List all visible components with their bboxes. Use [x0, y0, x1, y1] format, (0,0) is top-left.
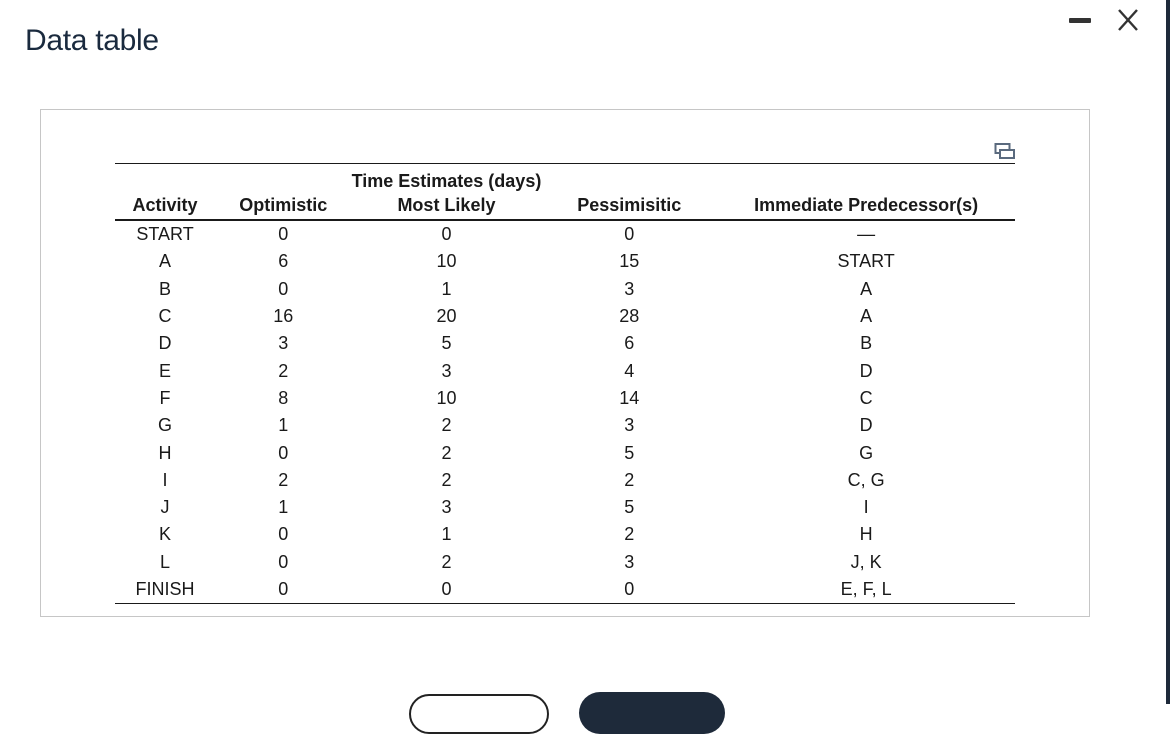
table-cell: 3: [441, 360, 452, 381]
table-cell: 16: [273, 306, 294, 327]
table-row: [115, 276, 1015, 303]
table-row: [115, 494, 1015, 521]
table-cell: 20: [436, 306, 457, 327]
table-cell: 14: [619, 387, 640, 408]
table-cell: L: [160, 551, 171, 572]
table-cell: 3: [441, 497, 452, 518]
table-cell: C: [859, 387, 873, 408]
table-cell: 2: [278, 469, 289, 490]
table-cell: 10: [436, 251, 457, 272]
table-cell: J, K: [850, 551, 882, 572]
table-cell: 2: [441, 442, 452, 463]
table-cell: 5: [441, 333, 452, 354]
table-row: [115, 357, 1015, 384]
table-cell: K: [159, 524, 172, 545]
table-cell: 6: [624, 333, 635, 354]
table-row: [115, 385, 1015, 412]
table-row: [115, 439, 1015, 466]
table-cell: 6: [278, 251, 289, 272]
table-cell: —: [857, 224, 876, 245]
column-header-activity: Activity: [115, 192, 215, 220]
table-cell: 0: [441, 224, 452, 245]
table-cell: C: [158, 306, 172, 327]
table-cell: B: [860, 333, 873, 354]
table-cell: 0: [278, 524, 289, 545]
primary-button[interactable]: [579, 692, 725, 734]
table-row: [115, 303, 1015, 330]
table-cell: 10: [436, 387, 457, 408]
table-cell: D: [859, 415, 873, 436]
table-cell: D: [859, 360, 873, 381]
dialog-title: Data table: [25, 24, 159, 57]
table-row: [115, 467, 1015, 494]
table-cell: 2: [624, 469, 635, 490]
table-cell: 2: [441, 415, 452, 436]
table-cell: C, G: [847, 469, 885, 490]
table-cell: G: [859, 442, 874, 463]
table-cell: 1: [441, 524, 452, 545]
table-cell: 0: [541, 576, 717, 604]
table-cell: 0: [352, 576, 542, 604]
table-cell: 2: [441, 551, 452, 572]
table-cell: E, F, L: [717, 576, 1015, 604]
table-cell: 2: [624, 524, 635, 545]
table-cell: 0: [278, 224, 289, 245]
minimize-icon[interactable]: [1069, 18, 1091, 23]
table-cell: 0: [278, 442, 289, 463]
table-cell: H: [859, 524, 873, 545]
table-row: [115, 521, 1015, 548]
column-header-optimistic: Optimistic: [215, 192, 352, 220]
table-cell: J: [160, 497, 170, 518]
table-cell: F: [159, 387, 171, 408]
table-cell: 1: [278, 497, 289, 518]
table-cell: 5: [624, 497, 635, 518]
table-cell: 4: [624, 360, 635, 381]
column-header-predecessors: Immediate Predecessor(s): [717, 192, 1015, 220]
table-cell: 15: [619, 251, 640, 272]
close-icon[interactable]: [1114, 6, 1142, 34]
table-cell: H: [158, 442, 172, 463]
table-cell: START: [136, 224, 194, 245]
table-cell: 3: [624, 415, 635, 436]
table-row: [115, 220, 1015, 248]
table-cell: A: [860, 306, 873, 327]
table-cell: I: [162, 469, 168, 490]
column-header-most-likely: Most Likely: [352, 192, 542, 220]
table-cell: 3: [624, 278, 635, 299]
table-cell: A: [159, 251, 172, 272]
table-row: [115, 576, 1015, 604]
table-cell: 0: [624, 224, 635, 245]
copy-icon[interactable]: [994, 142, 1016, 160]
table-row: [115, 412, 1015, 439]
table-cell: 0: [215, 576, 352, 604]
table-cell: 0: [278, 278, 289, 299]
window-edge: [1166, 0, 1170, 704]
table-cell: A: [860, 278, 873, 299]
table-cell: 5: [624, 442, 635, 463]
table-cell: 8: [278, 387, 289, 408]
table-row: [115, 330, 1015, 357]
table-row: [115, 549, 1015, 576]
table-row: [115, 248, 1015, 275]
table-cell: 2: [441, 469, 452, 490]
table-cell: D: [158, 333, 172, 354]
table-cell: START: [837, 251, 895, 272]
column-header-row: [115, 192, 1015, 220]
table-cell: 1: [441, 278, 452, 299]
table-cell: 3: [278, 333, 289, 354]
table-cell: B: [159, 278, 172, 299]
secondary-button[interactable]: [409, 694, 549, 734]
column-header-pessimistic: Pessimisitic: [541, 192, 717, 220]
time-estimates-header: Time Estimates (days): [352, 164, 542, 193]
table-cell: G: [158, 415, 173, 436]
data-table: [115, 163, 1015, 604]
table-cell: 2: [278, 360, 289, 381]
table-cell: I: [863, 497, 869, 518]
table-cell: 0: [278, 551, 289, 572]
table-cell: 28: [619, 306, 640, 327]
table-cell: 1: [278, 415, 289, 436]
table-cell: 3: [624, 551, 635, 572]
table-cell: E: [159, 360, 172, 381]
group-header-row: [115, 164, 1015, 193]
table-cell: FINISH: [115, 576, 215, 604]
